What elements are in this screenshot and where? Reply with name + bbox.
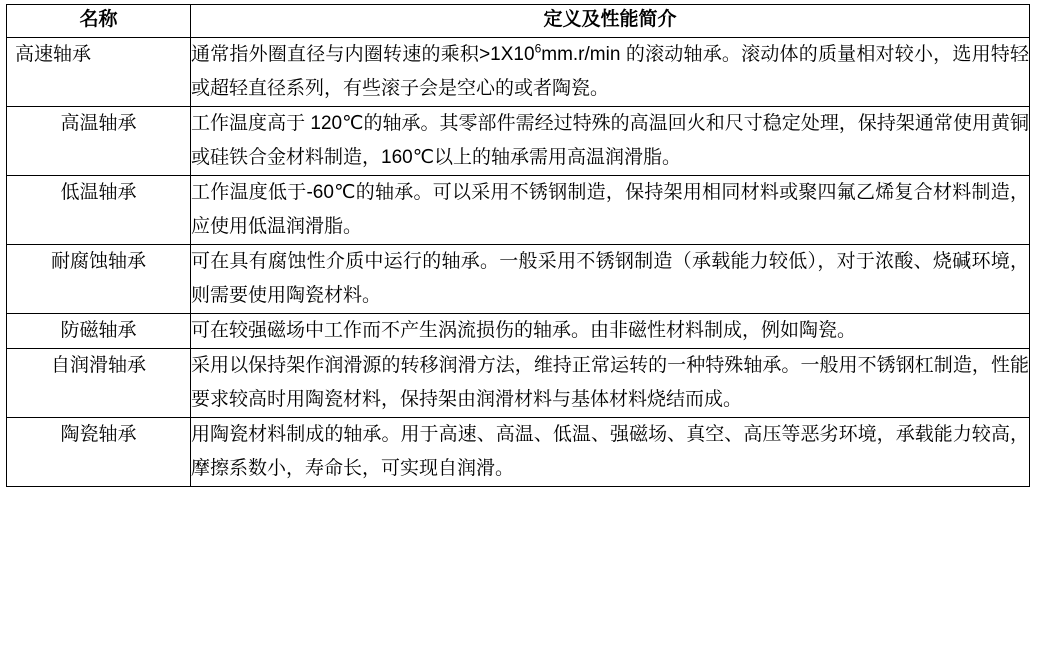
cell-name: 低温轴承 [7, 176, 191, 245]
cell-name: 防磁轴承 [7, 314, 191, 349]
cell-name: 陶瓷轴承 [7, 418, 191, 487]
cell-definition: 工作温度低于-60℃的轴承。可以采用不锈钢制造，保持架用相同材料或聚四氟乙烯复合材料制造，应使用低温润滑脂。 [191, 176, 1030, 245]
column-header-name: 名称 [7, 5, 191, 38]
cell-name: 耐腐蚀轴承 [7, 245, 191, 314]
table-header-row [7, 5, 1030, 38]
table-row [7, 107, 1030, 176]
cell-name: 自润滑轴承 [7, 349, 191, 418]
bearing-types-table [6, 4, 1030, 487]
cell-definition: 用陶瓷材料制成的轴承。用于高速、高温、低温、强磁场、真空、高压等恶劣环境，承载能力较高，摩擦系数小，寿命长，可实现自润滑。 [191, 418, 1030, 487]
cell-definition: 可在具有腐蚀性介质中运行的轴承。一般采用不锈钢制造（承载能力较低），对于浓酸、烧碱环境，则需要使用陶瓷材料。 [191, 245, 1030, 314]
table-header [7, 5, 1030, 38]
cell-definition [191, 38, 1030, 107]
table-row [7, 38, 1030, 107]
cell-name: 高温轴承 [7, 107, 191, 176]
table-row [7, 418, 1030, 487]
table-row [7, 176, 1030, 245]
table-row [7, 349, 1030, 418]
table-row [7, 245, 1030, 314]
table-body [7, 38, 1030, 487]
definition-superscript: 6 [534, 41, 542, 56]
definition-text-post: mm.r/min 的滚动轴承。滚动体的质量相对较小，选用特轻或超轻直径系列，有些滚子会是空心的或者陶瓷。 [191, 44, 1029, 99]
cell-definition: 工作温度高于 120℃的轴承。其零部件需经过特殊的高温回火和尺寸稳定处理，保持架通常使用黄铜或硅铁合金材料制造，160℃以上的轴承需用高温润滑脂。 [191, 107, 1030, 176]
table-row [7, 314, 1030, 349]
column-header-definition: 定义及性能简介 [191, 5, 1030, 38]
definition-text-pre: 通常指外圈直径与内圈转速的乘积>1X10 [191, 44, 535, 65]
cell-definition: 采用以保持架作润滑源的转移润滑方法，维持正常运转的一种特殊轴承。一般用不锈钢杠制造，性能要求较高时用陶瓷材料，保持架由润滑材料与基体材料烧结而成。 [191, 349, 1030, 418]
cell-name: 高速轴承 [7, 38, 191, 107]
cell-definition: 可在较强磁场中工作而不产生涡流损伤的轴承。由非磁性材料制成，例如陶瓷。 [191, 314, 1030, 349]
